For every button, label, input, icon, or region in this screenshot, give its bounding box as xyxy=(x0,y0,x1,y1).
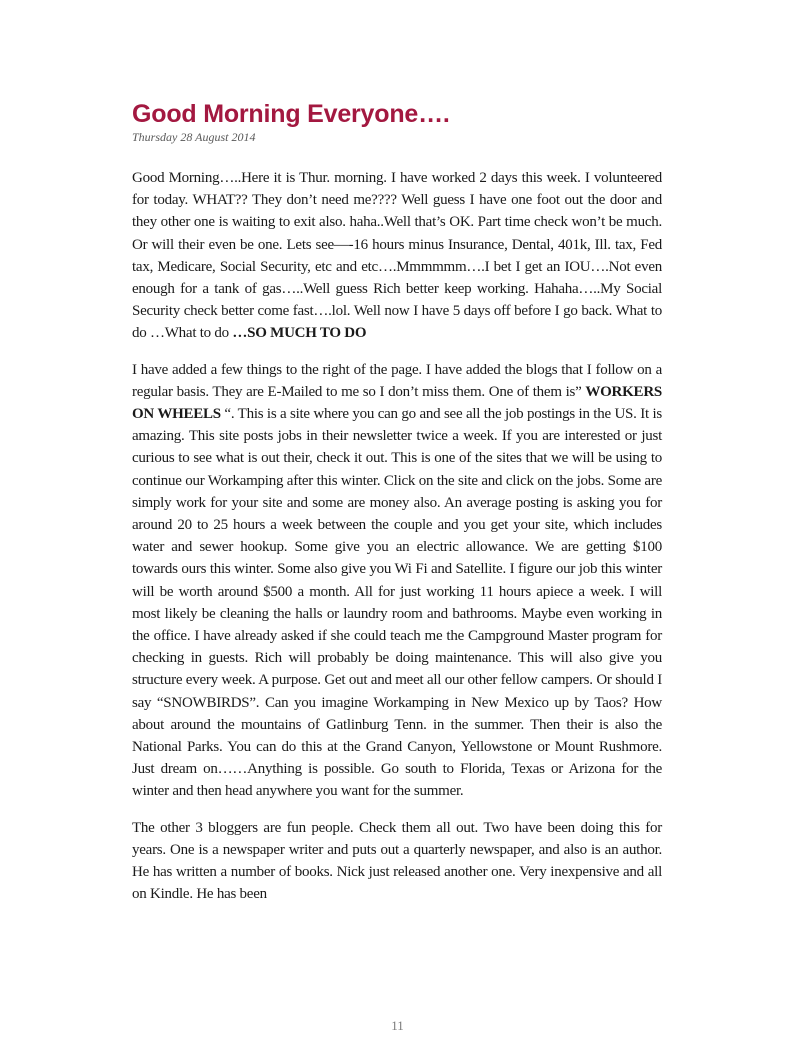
paragraph-1-text: Good Morning…..Here it is Thur. morning. I have worked 2 days this week. I volunteered for today. WHAT?? They don’t need me???? Well guess I have one foot out the door and they other one is waiting to exit also. haha..Well that’s OK. Part time check won’t be much. Or will their even be one. Lets see—-16 hours minus Insurance, Dental, 401k, Ill. tax, Fed tax, Medicare, Social Security, etc and etc….Mmmmmm….I bet I get an IOU….Not even enough for a tank of gas…..Well guess Rich better keep working. Hahaha…..My Social Security check better come fast….lol. Well now I have 5 days off before I go back. What to do …What to do xyxy=(132,170,662,342)
paragraph-2-before: I have added a few things to the right of the page. I have added the blogs that I follow on a regular basis. They are E-Mailed to me so I don’t miss them. One of them is” xyxy=(132,361,662,400)
paragraph-1-bold: …SO MUCH TO DO xyxy=(232,325,367,342)
paragraph-3-text: The other 3 bloggers are fun people. Check them all out. Two have been doing this for years. One is a newspaper writer and puts out a quarterly newspaper, and also is an author. He has written a number of books. Nick just released another one. Very inexpensive and all on Kindle. He has been xyxy=(132,819,662,903)
workers-on-wheels-text: WORKERS ON WHEELS xyxy=(132,383,662,423)
post-date: Thursday 28 August 2014 xyxy=(132,130,256,144)
paragraph-2-after: “. This is a site where you can go and see all the job postings in the US. It is amazing. This site posts jobs in their newsletter twice a week. If you are interested or just curious to see what is out their, check it out. This is one of the sites that we will be using to continue our Workamping after this winter. Click on the site and click on the jobs. Some are simply work for your site and some are money also. An average posting is asking you for around 20 to 25 hours a week between the couple and you get your site, which includes water and sewer hookup. Some give you an electric allowance. We are getting $100 towards ours this winter. Some also give you Wi Fi and Satellite. I figure our job this winter will be worth around $500 a month. All for just working 11 hours apiece a week. I will most likely be cleaning the halls or laundry room and bathrooms. Maybe even working in the office. I have already asked if she could teach me the Campground Master program for checking in guests. Rich will probably be doing maintenance. This will also give you structure every week. A purpose. Get out and meet all our other fellow campers. Or should I say “SNOWBIRDS”. Can you imagine Workamping in New Mexico up by Taos? How about around the mountains of Gatlinburg Tenn. in the summer. Then their is also the National Parks. You can do this at the Grand Canyon, Yellowstone or Mount Rushmore. Just dream on……Anything is possible. Go south to Florida, Texas or Arizona for the winter and then head anywhere you want for the summer. xyxy=(132,406,662,800)
post-body xyxy=(132,167,662,920)
page-number: 11 xyxy=(391,1018,404,1033)
paragraph-1 xyxy=(132,167,662,345)
post-title: Good Morning Everyone…. xyxy=(132,100,450,128)
paragraph-2 xyxy=(132,359,662,803)
paragraph-3 xyxy=(132,817,662,906)
